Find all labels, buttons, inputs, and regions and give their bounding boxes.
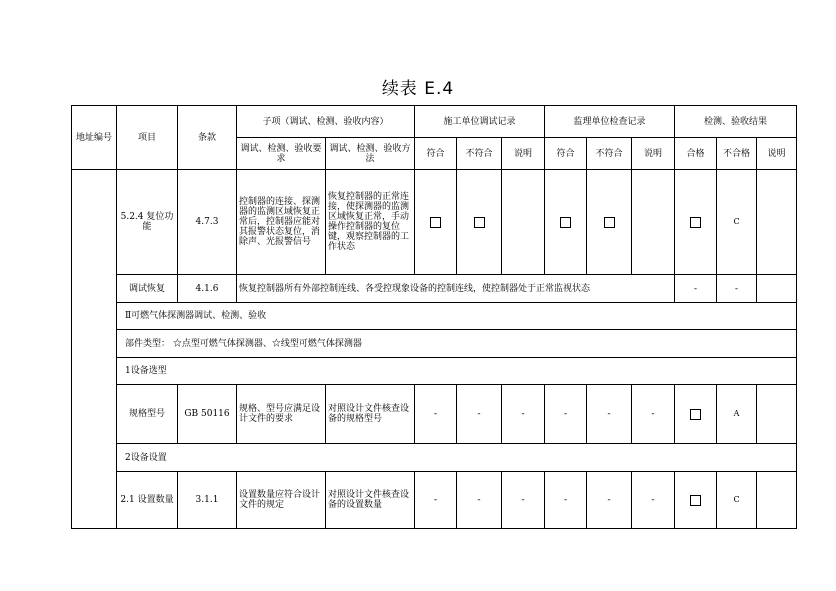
note-cell	[757, 385, 797, 444]
header-sub-method: 调试、检测、验收方法	[326, 138, 415, 170]
note-cell	[757, 170, 797, 275]
header-nonconform-2: 不符合	[587, 138, 632, 170]
header-construction: 施工单位调试记录	[415, 106, 545, 138]
header-note-3: 说明	[757, 138, 797, 170]
header-fail: 不合格	[717, 138, 757, 170]
header-conform-1: 符合	[415, 138, 457, 170]
clause-cell: 4.1.6	[178, 275, 237, 303]
note-cell	[757, 472, 797, 529]
header-result: 检测、验收结果	[675, 106, 797, 138]
header-item: 项目	[117, 106, 178, 170]
requirement-cell: 控制器的连接、探测器的监测区域恢复正常后，控制器应能对其报警状态复位，消除声、光报警信号	[237, 170, 326, 275]
header-conform-2: 符合	[545, 138, 587, 170]
section-row	[72, 444, 797, 472]
item-cell: 规格型号	[117, 385, 178, 444]
nonconform-dash: -	[587, 472, 632, 529]
header-note-2: 说明	[632, 138, 675, 170]
item-cell: 调试恢复	[117, 275, 178, 303]
fail-dash: -	[717, 275, 757, 303]
conform-dash: -	[415, 385, 457, 444]
note-dash: -	[632, 385, 675, 444]
header-pass: 合格	[675, 138, 717, 170]
grade-cell: C	[717, 170, 757, 275]
address-no-cell	[72, 170, 117, 529]
pass-checkbox[interactable]	[675, 472, 717, 529]
conform-dash: -	[545, 472, 587, 529]
nonconform-checkbox[interactable]	[587, 170, 632, 275]
pass-checkbox[interactable]	[675, 385, 717, 444]
table-row	[72, 472, 797, 529]
method-cell: 恢复控制器的正常连接，使探测器的监测区域恢复正常，手动操作控制器的复位键，观察控制器的工作状态	[326, 170, 415, 275]
table-row	[72, 385, 797, 444]
grade-cell: A	[717, 385, 757, 444]
conform-checkbox[interactable]	[545, 170, 587, 275]
requirement-cell: 设置数量应符合设计文件的规定	[237, 472, 326, 529]
conform-checkbox[interactable]	[415, 170, 457, 275]
method-cell: 对照设计文件核查设备的设置数量	[326, 472, 415, 529]
pass-dash: -	[675, 275, 717, 303]
header-clause: 条款	[178, 106, 237, 170]
page-title: 续表 E.4	[381, 79, 455, 99]
header-nonconform-1: 不符合	[457, 138, 502, 170]
component-type: 部件类型： ☆点型可燃气体探测器、☆线型可燃气体探测器	[117, 330, 797, 358]
header-supervision: 监理单位检查记录	[545, 106, 675, 138]
section-title: Ⅱ可燃气体探测器调试、检测、验收	[117, 303, 797, 330]
section-row	[72, 358, 797, 385]
header-sub-req: 调试、检测、验收要求	[237, 138, 326, 170]
item-cell: 5.2.4 复位功能	[117, 170, 178, 275]
clause-cell: 3.1.1	[178, 472, 237, 529]
header-row-1	[72, 106, 797, 138]
conform-dash: -	[415, 472, 457, 529]
header-note-1: 说明	[502, 138, 545, 170]
note-dash: -	[502, 472, 545, 529]
item-cell: 2.1 设置数量	[117, 472, 178, 529]
header-subitem: 子项（调试、检测、验收内容）	[237, 106, 415, 138]
section-row	[72, 303, 797, 330]
method-cell: 对照设计文件核查设备的规格型号	[326, 385, 415, 444]
section-row	[72, 330, 797, 358]
section-title: 1设备选型	[117, 358, 797, 385]
note-dash: -	[502, 385, 545, 444]
note-dash: -	[632, 472, 675, 529]
conform-dash: -	[545, 385, 587, 444]
nonconform-dash: -	[457, 472, 502, 529]
clause-cell: 4.7.3	[178, 170, 237, 275]
nonconform-dash: -	[457, 385, 502, 444]
nonconform-dash: -	[587, 385, 632, 444]
note-cell	[757, 275, 797, 303]
recovery-text-cell: 恢复控制器所有外部控制连线、各受控现象设备的控制连线，使控制器处于正常监视状态	[237, 275, 675, 303]
pass-checkbox[interactable]	[675, 170, 717, 275]
header-address-no: 地址编号	[72, 106, 117, 170]
note-cell	[502, 170, 545, 275]
note-cell	[632, 170, 675, 275]
nonconform-checkbox[interactable]	[457, 170, 502, 275]
clause-cell: GB 50116	[178, 385, 237, 444]
table-row	[72, 275, 797, 303]
requirement-cell: 规格、型号应满足设计文件的要求	[237, 385, 326, 444]
inspection-table	[71, 105, 797, 529]
section-title: 2设备设置	[117, 444, 797, 472]
table-row	[72, 170, 797, 275]
grade-cell: C	[717, 472, 757, 529]
